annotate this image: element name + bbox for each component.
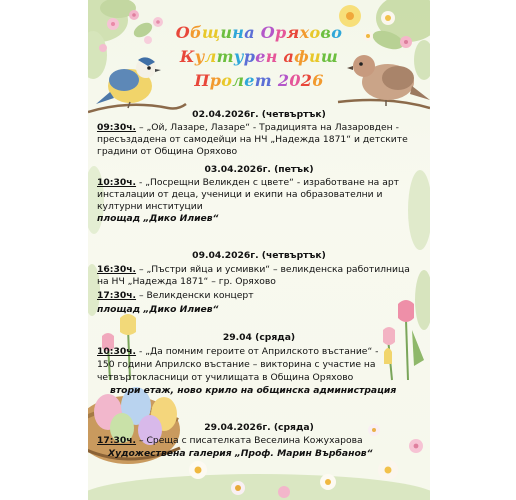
- title-letter: 2: [300, 71, 313, 90]
- event-poster: [88, 0, 430, 500]
- event-line: [97, 290, 254, 302]
- event-line: [97, 122, 399, 134]
- event-place: Художествена галерия „Проф. Марин Върбанов“: [108, 448, 373, 459]
- title-letter: у: [233, 47, 244, 66]
- title-letter: е: [255, 47, 266, 66]
- event-title: – Среща с писателката Веселина Кожухарова: [136, 435, 363, 446]
- event-line: [97, 346, 378, 358]
- title-letter: т: [216, 47, 234, 66]
- event-title: - „Посрещни Великден с цвете“ - изработване на арт: [136, 177, 400, 188]
- event-time: 09:30ч.: [97, 122, 137, 133]
- title-letter: н: [232, 23, 245, 42]
- title-letter: щ: [201, 23, 221, 42]
- poster-title-cultural-program: [88, 47, 430, 66]
- title-letter: х: [299, 23, 310, 42]
- title-letter: О: [260, 23, 276, 42]
- title-letter: а: [283, 47, 295, 66]
- title-letter: 6: [312, 71, 324, 90]
- title-letter: л: [232, 71, 245, 90]
- title-letter: П: [194, 71, 210, 90]
- event-date: 29.04.2026г. (сряда): [204, 422, 314, 433]
- title-letter: О: [175, 23, 191, 42]
- event-description: на НЧ „Надежда 1871“ – гр. Оряхово: [97, 276, 276, 287]
- title-letter: р: [275, 23, 287, 42]
- title-letter: в: [320, 23, 332, 42]
- event-description: пресъздадена от самодейци на НЧ „Надежда 1871“ и детските: [97, 134, 408, 145]
- title-letter: б: [190, 23, 202, 42]
- title-letter: е: [244, 71, 255, 90]
- event-title: – „Пъстри яйца и усмивки“ – великденска работилница: [136, 264, 410, 275]
- title-letter: р: [209, 71, 222, 90]
- title-letter: н: [265, 47, 278, 66]
- title-letter: о: [331, 23, 343, 42]
- event-time: 10:30ч.: [97, 177, 137, 188]
- poster-title-season: [88, 71, 430, 90]
- title-letter: о: [309, 23, 321, 42]
- title-letter: 0: [289, 71, 301, 90]
- event-line: [97, 435, 363, 447]
- title-letter: р: [243, 47, 256, 66]
- title-letter: ф: [294, 47, 309, 66]
- event-line: [97, 264, 410, 276]
- title-letter: у: [194, 47, 205, 66]
- title-letter: 2: [277, 71, 290, 90]
- event-description: градини от Община Оряхово: [97, 146, 238, 157]
- title-letter: а: [244, 23, 255, 42]
- event-place: площад „Дико Илиев“: [97, 304, 219, 315]
- event-description: 150 години Априлско въстание – викторина с участие на: [97, 359, 376, 370]
- event-date: 03.04.2026г. (петък): [204, 164, 314, 175]
- event-place: втори етаж, ново крило на общинска администрация: [110, 385, 397, 396]
- title-letter: т: [254, 71, 272, 90]
- event-date: 29.04 (сряда): [222, 332, 296, 343]
- event-date: 09.04.2026г. (четвъртък): [192, 250, 326, 261]
- title-letter: и: [308, 47, 321, 66]
- title-letter: я: [286, 23, 300, 42]
- event-description: инсталации от деца, ученици и екипи на образователни и: [97, 189, 383, 200]
- event-time: 10:30ч.: [97, 346, 137, 357]
- event-time: 17:30ч.: [97, 435, 137, 446]
- title-letter: ш: [320, 47, 339, 66]
- event-description: четвъртокласници от училищата в Община Оряхово: [97, 372, 354, 383]
- title-letter: и: [220, 23, 233, 42]
- event-line: [97, 177, 399, 189]
- event-time: 17:30ч.: [97, 290, 137, 301]
- event-title: – Великденски концерт: [136, 290, 254, 301]
- event-date: 02.04.2026г. (четвъртък): [192, 109, 326, 120]
- title-letter: о: [221, 71, 233, 90]
- event-title: - „Да помним героите от Априлското въстание“ -: [136, 346, 379, 357]
- event-place: площад „Дико Илиев“: [97, 213, 219, 224]
- title-letter: л: [204, 47, 217, 66]
- event-time: 16:30ч.: [97, 264, 137, 275]
- right-branch: [338, 100, 430, 108]
- event-description: културни институции: [97, 201, 203, 212]
- event-title: – „Ой, Лазаре, Лазаре“ - Традицията на Лазаровден -: [136, 122, 399, 133]
- title-letter: К: [179, 47, 195, 66]
- poster-title-municipality: [88, 23, 430, 42]
